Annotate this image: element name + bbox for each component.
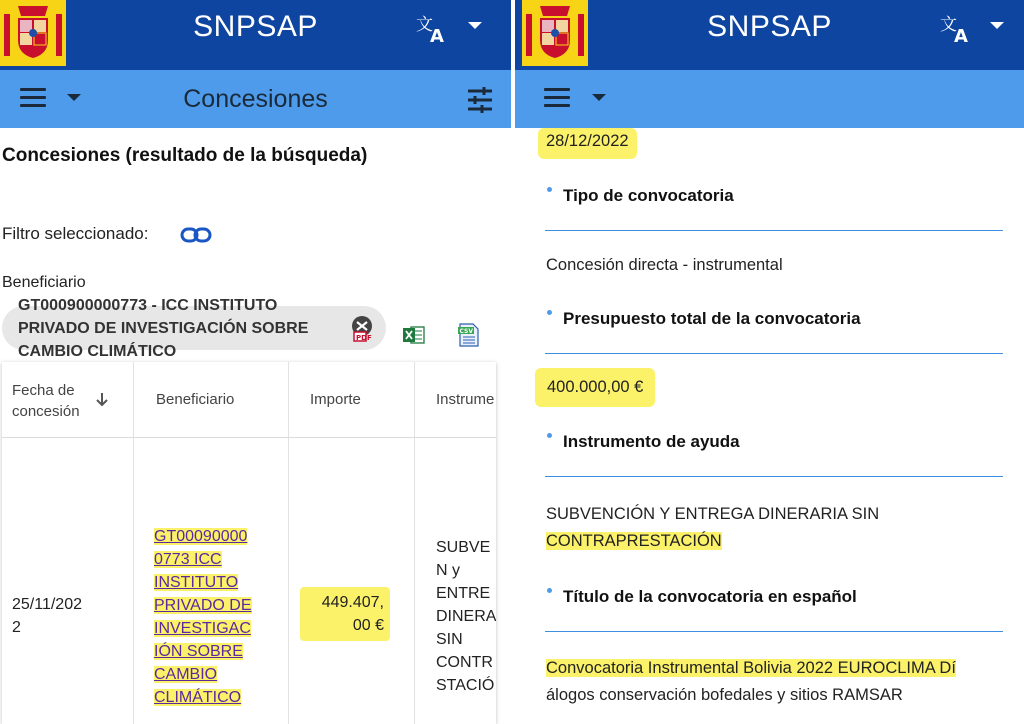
svg-text:A: A [954,26,968,46]
sort-arrow-down-icon[interactable] [95,392,109,408]
page-title: Concesiones (resultado de la búsqueda) [2,145,368,166]
filter-label: Filtro seleccionado: [2,224,149,243]
app-title: SNPSAP [193,10,318,43]
section-toolbar [515,70,1024,128]
field-label-presupuesto: Presupuesto total de la convocatoria [563,309,861,328]
chevron-down-icon[interactable] [592,94,606,101]
svg-text:文: 文 [416,15,433,35]
section-toolbar [0,70,511,128]
row-amount: 449.407, 00 € [300,587,390,641]
right-screen [515,0,1024,724]
field-label-instrumento: Instrumento de ayuda [563,432,740,451]
svg-text:CSV: CSV [459,328,473,335]
tune-icon[interactable] [466,87,494,113]
date-value: 28/12/2022 [538,128,637,159]
field-value-tipo: Concesión directa - instrumental [546,256,783,274]
menu-icon[interactable] [544,88,570,108]
left-screen [0,0,511,724]
field-label-titulo: Título de la convocatoria en español [563,587,857,606]
svg-text:A: A [430,26,444,46]
excel-icon[interactable] [403,325,425,345]
field-label-tipo: Tipo de convocatoria [563,186,734,205]
translate-icon[interactable] [938,10,978,46]
translate-icon[interactable] [414,10,454,46]
link-icon[interactable] [180,224,212,246]
results-table: Fecha de concesión Beneficiario Importe Instrume 25/11/202 2 GT00090000 0773 ICC INSTITUTO PRIVADO DE INVESTIGAC IÓN SOBRE CAMBIO CLIMÁTICO 449.407, 00 € SUBVE N y ENTRE DINERA SIN CONTR STACIÓ [2,362,496,724]
filter-chip-text: GT000900000773 - ICC INSTITUTO PRIVADO DE INVESTIGACIÓN SOBRE CAMBIO CLIMÁTICO [18,297,309,360]
app-header [0,0,511,70]
field-value-presupuesto: 400.000,00 € [535,368,655,407]
app-header [515,0,1024,70]
row-instrument: SUBVE N y ENTRE DINERA SIN CONTR STACIÓ [436,539,496,694]
row-beneficiary-link[interactable]: GT00090000 0773 ICC INSTITUTO PRIVADO DE INVESTIGAC IÓN SOBRE CAMBIO CLIMÁTICO [154,528,252,706]
app-title: SNPSAP [707,10,832,43]
field-value-titulo: Convocatoria Instrumental Bolivia 2022 EUROCLIMA Dí álogos conservación bofedales y sitios RAMSAR [546,659,956,704]
svg-text:PDF: PDF [356,334,372,342]
column-header-date[interactable]: Fecha de concesión [12,362,112,437]
chevron-down-icon[interactable] [468,22,482,29]
chevron-down-icon[interactable] [990,22,1004,29]
svg-text:文: 文 [940,15,957,35]
csv-icon[interactable] [458,323,480,347]
beneficiary-label: Beneficiario [2,274,86,291]
field-value-instrumento: SUBVENCIÓN Y ENTREGA DINERARIA SIN CONTRAPRESTACIÓN [546,505,880,550]
row-date: 25/11/202 2 [12,596,82,636]
toolbar-title: Concesiones [183,85,328,113]
close-icon[interactable] [348,314,376,342]
